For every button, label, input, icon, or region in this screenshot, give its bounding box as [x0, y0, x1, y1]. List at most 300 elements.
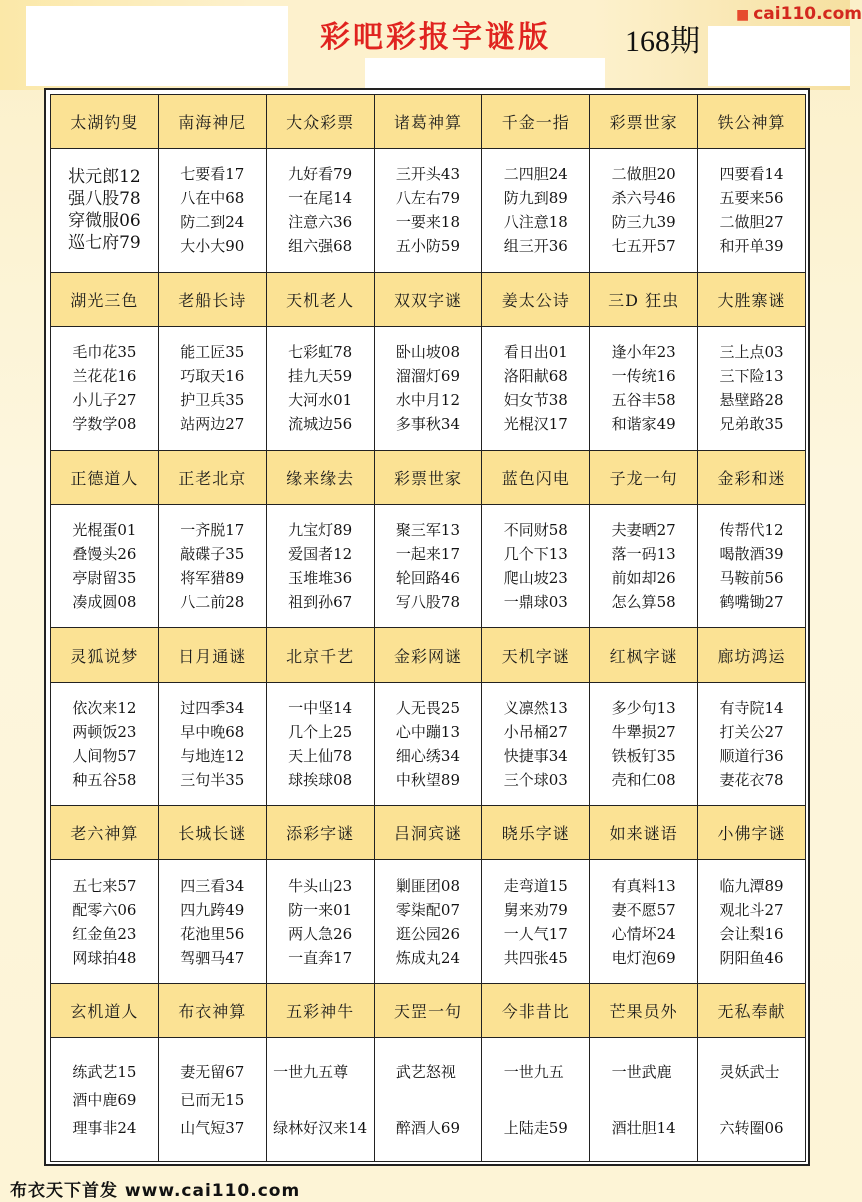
header-row [51, 628, 806, 682]
riddle-line: 写八股78 [395, 593, 460, 612]
source-name: 大众彩票 [286, 113, 355, 133]
riddle-line: 三句半35 [180, 770, 245, 789]
riddle-line: 溜溜灯69 [395, 367, 460, 386]
riddle-cell [374, 149, 482, 273]
column-header [590, 272, 698, 326]
riddle-line: 中秋望89 [395, 770, 460, 789]
column-header [482, 628, 590, 682]
riddle-line: 八注意18 [503, 213, 568, 232]
riddle-cell [374, 504, 482, 628]
riddle-line: 四要看14 [719, 165, 784, 184]
riddle-cell [266, 149, 374, 273]
riddle-line: 打关公27 [719, 722, 784, 741]
source-name: 千金一指 [501, 113, 570, 133]
riddle-cell [51, 326, 159, 450]
riddle-line: 光棍汉17 [503, 415, 568, 434]
riddle-row [51, 1038, 806, 1162]
riddle-line: 一直奔17 [288, 948, 353, 967]
riddle-line: 祖到孙67 [288, 593, 353, 612]
riddle-line: 兰花花16 [72, 367, 137, 386]
column-header [482, 984, 590, 1038]
column-header [158, 628, 266, 682]
riddle-line: 七要看17 [180, 165, 245, 184]
source-name: 玄机道人 [70, 1002, 139, 1022]
riddle-line: 学数学08 [72, 415, 137, 434]
riddle-cell [698, 860, 806, 984]
riddle-line: 花池里56 [180, 924, 245, 943]
riddle-line: 山气短37 [180, 1118, 245, 1137]
riddle-line: 轮回路46 [395, 569, 460, 588]
riddle-row [51, 682, 806, 806]
riddle-line: 一起来17 [395, 545, 460, 564]
page-title: 彩吧彩报字谜版 [320, 20, 551, 55]
source-name: 湖光三色 [70, 290, 139, 310]
riddle-line: 前如却26 [611, 569, 676, 588]
riddle-lines [612, 1058, 676, 1142]
riddle-cell [374, 682, 482, 806]
riddle-line: 杀六号46 [611, 189, 676, 208]
riddle-cell [590, 326, 698, 450]
riddle-line: 与地连12 [180, 746, 245, 765]
riddle-cell [590, 860, 698, 984]
riddle-line: 玉堆堆36 [288, 569, 353, 588]
source-name: 太湖钓叟 [70, 113, 139, 133]
riddle-line: 四三看34 [180, 876, 245, 895]
column-header [698, 95, 806, 149]
riddle-line: 一人气17 [503, 924, 568, 943]
riddle-line: 两人急26 [288, 924, 353, 943]
riddle-line: 舅来劝79 [503, 900, 568, 919]
column-header [698, 806, 806, 860]
riddle-line: 逢小年23 [611, 343, 676, 362]
source-name: 铁公神算 [717, 113, 786, 133]
riddle-line: 防九到89 [503, 189, 568, 208]
riddle-line: 巡七府79 [68, 233, 141, 254]
riddle-line: 爬山坡23 [503, 569, 568, 588]
riddle-line: 状元郎12 [68, 167, 141, 188]
riddle-line: 牛头山23 [288, 876, 353, 895]
riddle-line: 电灯泡69 [611, 948, 676, 967]
riddle-cell [51, 682, 159, 806]
riddle-line: 早中晚68 [180, 722, 245, 741]
riddle-line: 九好看79 [288, 165, 353, 184]
riddle-line: 站两边27 [180, 415, 245, 434]
riddle-line: 强八股78 [68, 189, 141, 210]
riddle-line: 一传统16 [611, 367, 676, 386]
column-header [374, 628, 482, 682]
riddle-cell [590, 1038, 698, 1162]
riddle-cell [158, 1038, 266, 1162]
riddle-line: 两顿饭23 [72, 722, 137, 741]
site-logo[interactable] [736, 4, 862, 24]
riddle-line: 注意六36 [288, 213, 353, 232]
riddle-cell [266, 326, 374, 450]
riddle-line: 凑成圆08 [72, 593, 137, 612]
riddle-line: 网球拍48 [72, 948, 137, 967]
riddle-cell [158, 326, 266, 450]
riddle-cell [374, 326, 482, 450]
riddle-cell [51, 504, 159, 628]
riddle-line: 有寺院14 [719, 698, 784, 717]
riddle-line: 牛犟损27 [611, 722, 676, 741]
column-header [51, 806, 159, 860]
column-header [158, 95, 266, 149]
riddle-line: 炼成丸24 [395, 948, 460, 967]
riddle-line: 五七来57 [72, 876, 137, 895]
column-header [51, 95, 159, 149]
riddle-line: 细心绣34 [395, 746, 460, 765]
source-name: 南海神尼 [178, 113, 247, 133]
column-header [698, 628, 806, 682]
riddle-cell [158, 149, 266, 273]
riddle-lines [504, 874, 568, 970]
riddle-lines [180, 874, 244, 970]
column-header [374, 95, 482, 149]
riddle-line: 八二前28 [180, 593, 245, 612]
riddle-line: 防一来01 [288, 900, 353, 919]
riddle-lines [288, 162, 352, 258]
riddle-line: 阴阳鱼46 [719, 948, 784, 967]
riddle-line: 悬壁路28 [719, 391, 784, 410]
riddle-line: 六转圈06 [719, 1118, 784, 1137]
riddle-line: 四九跨49 [180, 900, 245, 919]
riddle-line: 过四季34 [180, 698, 245, 717]
riddle-line: 一世九五 [503, 1062, 564, 1081]
riddle-line: 兄弟敢35 [719, 415, 784, 434]
riddle-cell [266, 1038, 374, 1162]
riddle-line: 夫妻晒27 [611, 521, 676, 540]
riddle-line: 武艺怒视 [395, 1062, 456, 1081]
riddle-line: 二做胆27 [719, 213, 784, 232]
source-name: 红枫字谜 [609, 646, 678, 666]
riddle-line: 洛阳献68 [503, 367, 568, 386]
riddle-cell [590, 682, 698, 806]
riddle-cell [158, 860, 266, 984]
riddle-lines [68, 166, 141, 254]
source-name: 老六神算 [70, 824, 139, 844]
source-name: 小佛字谜 [717, 824, 786, 844]
source-name: 添彩字谜 [286, 824, 355, 844]
column-header [158, 450, 266, 504]
riddle-line: 护卫兵35 [180, 391, 245, 410]
riddle-lines [72, 696, 136, 792]
riddle-cell [590, 504, 698, 628]
blank-panel-center [365, 58, 605, 88]
riddle-line: 五小防59 [395, 237, 460, 256]
riddle-line: 人间物57 [72, 746, 137, 765]
riddle-line: 逛公园26 [395, 924, 460, 943]
column-header [158, 984, 266, 1038]
source-name: 金彩网谜 [393, 646, 462, 666]
riddle-line: 妇女节38 [503, 391, 568, 410]
riddle-row [51, 860, 806, 984]
riddle-cell [51, 1038, 159, 1162]
riddle-cell [482, 504, 590, 628]
riddle-line: 心情坏24 [611, 924, 676, 943]
riddle-line: 红金鱼23 [72, 924, 137, 943]
riddle-line: 七彩虹78 [288, 343, 353, 362]
source-name: 子龙一句 [609, 468, 678, 488]
riddle-line: 一世武鹿 [611, 1062, 672, 1081]
riddle-lines [719, 518, 783, 614]
riddle-lines [396, 340, 460, 436]
source-name: 彩票世家 [393, 468, 462, 488]
riddle-lines [180, 696, 244, 792]
column-header [266, 450, 374, 504]
riddle-line: 聚三军13 [395, 521, 460, 540]
column-header [590, 450, 698, 504]
riddle-line: 球挨球08 [288, 770, 353, 789]
riddle-grid [50, 94, 806, 1162]
column-header [374, 450, 482, 504]
riddle-line: 观北斗27 [719, 900, 784, 919]
riddle-line: 大小大90 [180, 237, 245, 256]
source-name: 诸葛神算 [393, 113, 462, 133]
riddle-line: 水中月12 [395, 391, 460, 410]
column-header [698, 984, 806, 1038]
column-header [51, 984, 159, 1038]
riddle-cell [482, 1038, 590, 1162]
riddle-lines [396, 696, 460, 792]
riddle-line: 防二到24 [180, 213, 245, 232]
riddle-line: 练武艺15 [72, 1062, 137, 1081]
header-row [51, 272, 806, 326]
column-header [266, 628, 374, 682]
source-name: 廊坊鸿运 [717, 646, 786, 666]
riddle-line: 一世九五尊 [273, 1062, 349, 1081]
column-header [590, 95, 698, 149]
riddle-line: 五谷丰58 [611, 391, 676, 410]
riddle-line: 组六强68 [288, 237, 353, 256]
riddle-cell [158, 682, 266, 806]
column-header [266, 95, 374, 149]
riddle-line: 八在中68 [180, 189, 245, 208]
column-header [374, 806, 482, 860]
riddle-line: 挂九天59 [288, 367, 353, 386]
riddle-row [51, 326, 806, 450]
riddle-line: 一在尾14 [288, 189, 353, 208]
riddle-line: 和谐家49 [611, 415, 676, 434]
riddle-cell [698, 1038, 806, 1162]
column-header [482, 95, 590, 149]
source-name: 五彩神牛 [286, 1002, 355, 1022]
header-row [51, 806, 806, 860]
riddle-line: 防三九39 [611, 213, 676, 232]
issue-number: 168期 [625, 25, 700, 58]
riddle-lines [72, 874, 136, 970]
riddle-cell [482, 149, 590, 273]
riddle-line: 有真料13 [611, 876, 676, 895]
riddle-line: 二做胆20 [611, 165, 676, 184]
riddle-line: 心中蹦13 [395, 722, 460, 741]
riddle-cell [51, 860, 159, 984]
riddle-line: 多少句13 [611, 698, 676, 717]
riddle-lines [504, 696, 568, 792]
riddle-lines [504, 162, 568, 258]
riddle-line: 巧取天16 [180, 367, 245, 386]
blank-panel-right [708, 26, 850, 86]
riddle-lines [719, 696, 783, 792]
riddle-line: 毛巾花35 [72, 343, 137, 362]
riddle-lines [396, 1058, 460, 1142]
source-name: 今非昔比 [501, 1002, 570, 1022]
riddle-cell [482, 326, 590, 450]
riddle-line: 敲碟子35 [180, 545, 245, 564]
riddle-line: 一鼎球03 [503, 593, 568, 612]
riddle-lines [719, 1058, 783, 1142]
source-name: 金彩和迷 [717, 468, 786, 488]
riddle-line: 顺道行36 [719, 746, 784, 765]
site-logo-text: cai110.com [753, 4, 862, 24]
riddle-line: 卧山坡08 [395, 343, 460, 362]
column-header [266, 984, 374, 1038]
column-header [158, 272, 266, 326]
column-header [374, 272, 482, 326]
riddle-line: 一要来18 [395, 213, 460, 232]
riddle-line: 怎么算58 [611, 593, 676, 612]
source-name: 天机老人 [286, 290, 355, 310]
riddle-line: 天上仙78 [288, 746, 353, 765]
riddle-lines [288, 696, 352, 792]
source-name: 无私奉献 [717, 1002, 786, 1022]
riddle-line: 壳和仁08 [611, 770, 676, 789]
riddle-line: 三下险13 [719, 367, 784, 386]
riddle-cell [590, 149, 698, 273]
column-header [482, 272, 590, 326]
source-name: 晓乐字谜 [501, 824, 570, 844]
riddle-line: 亭尉留35 [72, 569, 137, 588]
riddle-cell [698, 504, 806, 628]
column-header [698, 272, 806, 326]
column-header [698, 450, 806, 504]
riddle-line: 配零六06 [72, 900, 137, 919]
riddle-lines [719, 162, 783, 258]
column-header [590, 984, 698, 1038]
riddle-line: 妻花衣78 [719, 770, 784, 789]
source-name: 正德道人 [70, 468, 139, 488]
riddle-lines [396, 162, 460, 258]
riddle-lines [288, 340, 352, 436]
riddle-line: 驾驷马47 [180, 948, 245, 967]
column-header [590, 806, 698, 860]
riddle-line: 酒壮胆14 [611, 1118, 676, 1137]
riddle-line: 光棍蛋01 [72, 521, 137, 540]
riddle-line: 三上点03 [719, 343, 784, 362]
column-header [590, 628, 698, 682]
riddle-cell [374, 1038, 482, 1162]
blank-panel-left [26, 6, 288, 86]
riddle-line: 依次来12 [72, 698, 137, 717]
source-name: 缘来缘去 [286, 468, 355, 488]
riddle-lines [180, 1058, 244, 1142]
riddle-lines [612, 518, 676, 614]
riddle-line: 人无畏25 [395, 698, 460, 717]
source-name: 正老北京 [178, 468, 247, 488]
riddle-lines [719, 340, 783, 436]
riddle-lines [72, 1058, 136, 1142]
riddle-line: 灵妖武士 [719, 1062, 780, 1081]
riddle-line: 三个球03 [503, 770, 568, 789]
logo-mark-icon: ■ [736, 7, 750, 23]
riddle-line: 上陆走59 [503, 1118, 568, 1137]
riddle-line: 鹤嘴锄27 [719, 593, 784, 612]
riddle-lines [396, 874, 460, 970]
riddle-line: 五要来56 [719, 189, 784, 208]
riddle-line: 快捷事34 [503, 746, 568, 765]
source-name: 日月通谜 [178, 646, 247, 666]
riddle-line: 七五开57 [611, 237, 676, 256]
riddle-line: 九宝灯89 [288, 521, 353, 540]
riddle-cell [374, 860, 482, 984]
riddle-line: 看日出01 [503, 343, 568, 362]
riddle-line: 小吊桶27 [503, 722, 568, 741]
riddle-row [51, 504, 806, 628]
riddle-line: 妻不愿57 [611, 900, 676, 919]
riddle-line: 喝散酒39 [719, 545, 784, 564]
riddle-lines [719, 874, 783, 970]
riddle-line: 叠馒头26 [72, 545, 137, 564]
column-header [51, 628, 159, 682]
riddle-line: 流城边56 [288, 415, 353, 434]
riddle-lines [612, 340, 676, 436]
riddle-line: 铁板钉35 [611, 746, 676, 765]
column-header [482, 450, 590, 504]
riddle-line: 大河水01 [288, 391, 353, 410]
riddle-line: 妻无留67 [180, 1062, 245, 1081]
riddle-cell [51, 149, 159, 273]
riddle-cell [482, 682, 590, 806]
riddle-lines [396, 518, 460, 614]
riddle-line: 马鞍前56 [719, 569, 784, 588]
column-header [374, 984, 482, 1038]
riddle-cell [698, 682, 806, 806]
column-header [266, 806, 374, 860]
source-name: 灵狐说梦 [70, 646, 139, 666]
riddle-line: 将军猎89 [180, 569, 245, 588]
source-name: 天机字谜 [501, 646, 570, 666]
source-name: 北京千艺 [286, 646, 355, 666]
riddle-lines [72, 518, 136, 614]
source-name: 吕洞宾谜 [393, 824, 462, 844]
riddle-cell [266, 504, 374, 628]
riddle-lines [288, 518, 352, 614]
source-name: 大胜寨谜 [717, 290, 786, 310]
source-name: 老船长诗 [178, 290, 247, 310]
riddle-cell [698, 326, 806, 450]
riddle-line: 落一码13 [611, 545, 676, 564]
riddle-cell [266, 682, 374, 806]
source-name: 三D 狂虫 [608, 290, 680, 310]
riddle-line: 义凛然13 [503, 698, 568, 717]
riddle-line: 传帮代12 [719, 521, 784, 540]
riddle-line: 零柒配07 [395, 900, 460, 919]
riddle-lines [72, 340, 136, 436]
riddle-lines [612, 696, 676, 792]
source-name: 姜太公诗 [501, 290, 570, 310]
riddle-lines [612, 874, 676, 970]
riddle-line: 组三开36 [503, 237, 568, 256]
source-name: 彩票世家 [609, 113, 678, 133]
source-name: 布衣神算 [178, 1002, 247, 1022]
riddle-line: 醉酒人69 [395, 1118, 460, 1137]
riddle-line: 共四张45 [503, 948, 568, 967]
riddle-line: 酒中鹿69 [72, 1090, 137, 1109]
riddle-lines [612, 162, 676, 258]
riddle-line: 几个上25 [288, 722, 353, 741]
header-row [51, 984, 806, 1038]
column-header [51, 272, 159, 326]
riddle-lines [504, 518, 568, 614]
